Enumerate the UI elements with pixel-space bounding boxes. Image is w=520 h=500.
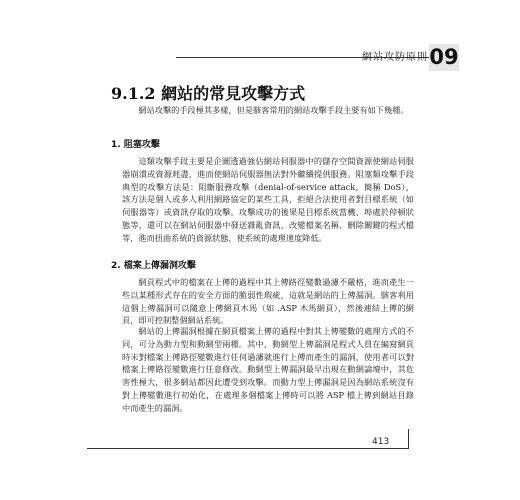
- chapter-number-badge: 09: [429, 45, 459, 69]
- section-title: 9.1.2 網站的常見攻擊方式: [111, 84, 306, 103]
- upload-vulnerability-paragraph-2: 網站的上傳漏洞根據在網頁檔案上傳的過程中對其上傳變數的處理方式的不同，可分為動力型和動網型兩種。其中，動網型上傳漏洞是程式人員在編寫網頁時未對檔案上傳路徑變數進行任何過濾就進行上傳而產生的漏洞，使用者可以對檔案上傳路徑變數進行任意修改。動網型上傳漏洞最早出現在動網論壇中，其危害性極大，很多網站都因此遭受到攻擊。而動力型上傳漏洞是因為網站系統沒有對上傳變數進行初始化，在處理多個檔案上傳時可以將 ASP 檔上傳到網站目錄中而產生的漏洞。: [122, 326, 414, 413]
- upload-vulnerability-paragraph-1: 網頁程式中的檔案在上傳的過程中其上傳路徑變數過濾不嚴格，進而產生一些以某種形式存在的安全方面的脆弱性瑕疵，這就是網站的上傳漏洞。駭客利用這個上傳漏洞可以隨意上傳網頁木馬（如 .ASP 木馬網頁），然後連結上傳的網頁，即可控制整個網站系統。: [122, 277, 414, 326]
- page-number: 413: [372, 437, 390, 447]
- intro-paragraph: 網站攻擊的手段極其多樣，但是駭客常用的網站攻擊手段主要有如下幾種。: [138, 105, 409, 115]
- chapter-title: 網站攻防原則: [362, 52, 428, 63]
- subsection-heading-upload-vulnerability: 2. 檔案上傳漏洞攻擊: [111, 261, 196, 271]
- blocking-attack-paragraph: 這類攻擊手段主要是企圖透過強佔網站伺服器中的儲存空間資源使網站伺服器崩潰或資源耗盡，進而使網站伺服器無法對外繼續提供服務。阻塞類攻擊手段典型的攻擊方法是：阻斷服務攻擊（denial-of-service attack，簡稱 DoS），該方法是個人或多人利用網路協定的某些工具，拒絕合法使用者對目標系統（如伺服器等）或資訊存取的攻擊。攻擊成功的後果是目標系統當機、埠處於停頓狀態等，還可以在網站伺服器中發送雜亂資訊、改變檔案名稱、刪除關鍵的程式檔等，進而扭曲系統的資源狀態，使系統的處理速度降低。: [122, 156, 414, 243]
- footer-tick: [408, 429, 409, 449]
- footer-rule: [87, 448, 409, 449]
- subsection-heading-blocking-attack: 1. 阻塞攻擊: [111, 140, 160, 150]
